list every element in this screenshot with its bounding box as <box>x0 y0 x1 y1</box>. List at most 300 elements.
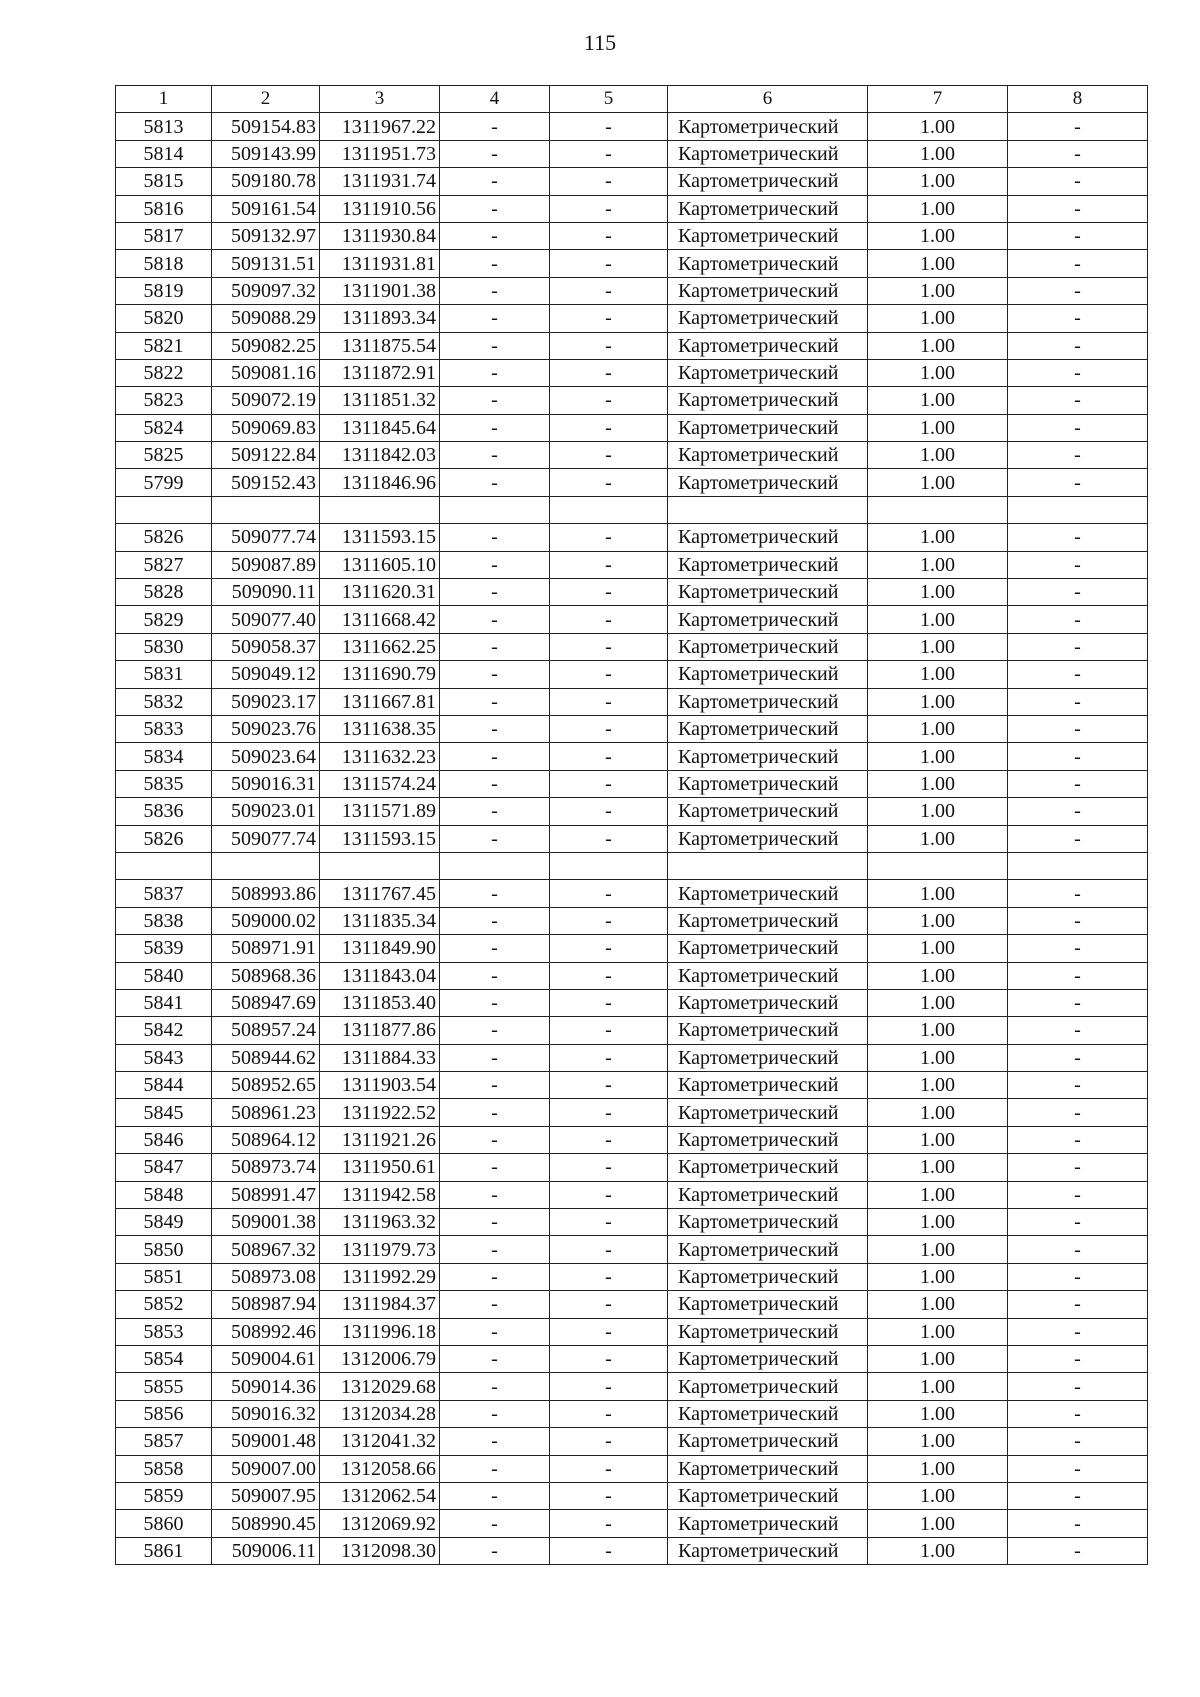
col5-cell: - <box>550 606 668 633</box>
col4-cell: - <box>440 1017 550 1044</box>
x-coord-cell: 508952.65 <box>212 1072 320 1099</box>
y-coord-cell: 1311984.37 <box>320 1291 440 1318</box>
point-id-cell: 5855 <box>116 1373 212 1400</box>
y-coord-cell: 1311632.23 <box>320 743 440 770</box>
y-coord-cell: 1312069.92 <box>320 1510 440 1537</box>
col4-cell: - <box>440 1044 550 1071</box>
y-coord-cell: 1311845.64 <box>320 414 440 441</box>
column-number-header: 6 <box>668 86 868 113</box>
col8-cell: - <box>1008 195 1148 222</box>
col5-cell: - <box>550 222 668 249</box>
point-id-cell: 5816 <box>116 195 212 222</box>
y-coord-cell: 1311846.96 <box>320 469 440 496</box>
col4-cell: - <box>440 250 550 277</box>
col4-cell: - <box>440 715 550 742</box>
y-coord-cell: 1311842.03 <box>320 442 440 469</box>
col5-cell: - <box>550 1482 668 1509</box>
point-id-cell: 5826 <box>116 524 212 551</box>
y-coord-cell: 1312098.30 <box>320 1537 440 1564</box>
column-number-header: 3 <box>320 86 440 113</box>
accuracy-cell: 1.00 <box>868 633 1008 660</box>
coordinates-table <box>115 85 1148 1565</box>
x-coord-cell: 509081.16 <box>212 359 320 386</box>
col4-cell: - <box>440 1291 550 1318</box>
col8-cell: - <box>1008 414 1148 441</box>
accuracy-cell: 1.00 <box>868 113 1008 140</box>
col8-cell: - <box>1008 688 1148 715</box>
y-coord-cell: 1311996.18 <box>320 1318 440 1345</box>
col4-cell: - <box>440 1537 550 1564</box>
col4-cell: - <box>440 1236 550 1263</box>
table-row <box>116 305 1148 332</box>
table-row <box>116 442 1148 469</box>
point-id-cell: 5832 <box>116 688 212 715</box>
method-cell: Картометрический <box>668 715 868 742</box>
col5-cell: - <box>550 1510 668 1537</box>
accuracy-cell: 1.00 <box>868 222 1008 249</box>
col5-cell: - <box>550 414 668 441</box>
col8-cell: - <box>1008 387 1148 414</box>
col5-cell: - <box>550 524 668 551</box>
accuracy-cell: 1.00 <box>868 524 1008 551</box>
col4-cell: - <box>440 907 550 934</box>
accuracy-cell: 1.00 <box>868 579 1008 606</box>
accuracy-cell: 1.00 <box>868 1291 1008 1318</box>
col5-cell: - <box>550 1428 668 1455</box>
accuracy-cell: 1.00 <box>868 770 1008 797</box>
y-coord-cell: 1311910.56 <box>320 195 440 222</box>
point-id-cell: 5820 <box>116 305 212 332</box>
col8-cell: - <box>1008 1428 1148 1455</box>
col8-cell: - <box>1008 524 1148 551</box>
col4-cell: - <box>440 1318 550 1345</box>
col8-cell: - <box>1008 1154 1148 1181</box>
y-coord-cell: 1312029.68 <box>320 1373 440 1400</box>
table-row <box>116 880 1148 907</box>
col8-cell: - <box>1008 1510 1148 1537</box>
col4-cell: - <box>440 606 550 633</box>
x-coord-cell: 508993.86 <box>212 880 320 907</box>
point-id-cell: 5857 <box>116 1428 212 1455</box>
table-row <box>116 770 1148 797</box>
y-coord-cell: 1311843.04 <box>320 962 440 989</box>
col5-cell: - <box>550 332 668 359</box>
x-coord-cell: 508990.45 <box>212 1510 320 1537</box>
col8-cell <box>1008 852 1148 879</box>
column-number-header: 2 <box>212 86 320 113</box>
point-id-cell: 5827 <box>116 551 212 578</box>
point-id-cell: 5854 <box>116 1345 212 1372</box>
y-coord-cell: 1311921.26 <box>320 1126 440 1153</box>
col4-cell: - <box>440 770 550 797</box>
y-coord-cell: 1311851.32 <box>320 387 440 414</box>
table-row <box>116 989 1148 1016</box>
y-coord-cell: 1312058.66 <box>320 1455 440 1482</box>
col8-cell <box>1008 496 1148 523</box>
col5-cell: - <box>550 140 668 167</box>
accuracy-cell: 1.00 <box>868 715 1008 742</box>
accuracy-cell: 1.00 <box>868 195 1008 222</box>
y-coord-cell: 1311605.10 <box>320 551 440 578</box>
x-coord-cell: 508973.74 <box>212 1154 320 1181</box>
table-row <box>116 222 1148 249</box>
x-coord-cell: 508971.91 <box>212 935 320 962</box>
point-id-cell: 5848 <box>116 1181 212 1208</box>
x-coord-cell: 509058.37 <box>212 633 320 660</box>
accuracy-cell: 1.00 <box>868 1099 1008 1126</box>
col4-cell: - <box>440 277 550 304</box>
accuracy-cell: 1.00 <box>868 1428 1008 1455</box>
method-cell: Картометрический <box>668 1044 868 1071</box>
col8-cell: - <box>1008 332 1148 359</box>
table-row <box>116 1236 1148 1263</box>
x-coord-cell: 509077.74 <box>212 825 320 852</box>
col8-cell: - <box>1008 1236 1148 1263</box>
col8-cell: - <box>1008 250 1148 277</box>
col5-cell: - <box>550 551 668 578</box>
method-cell: Картометрический <box>668 1181 868 1208</box>
col5-cell: - <box>550 387 668 414</box>
point-id-cell: 5826 <box>116 825 212 852</box>
col8-cell: - <box>1008 880 1148 907</box>
table-row <box>116 359 1148 386</box>
point-id-cell: 5815 <box>116 168 212 195</box>
method-cell: Картометрический <box>668 442 868 469</box>
method-cell: Картометрический <box>668 579 868 606</box>
x-coord-cell: 508961.23 <box>212 1099 320 1126</box>
method-cell: Картометрический <box>668 1345 868 1372</box>
method-cell: Картометрический <box>668 1373 868 1400</box>
method-cell: Картометрический <box>668 935 868 962</box>
method-cell: Картометрический <box>668 1263 868 1290</box>
point-id-cell <box>116 496 212 523</box>
y-coord-cell: 1311877.86 <box>320 1017 440 1044</box>
y-coord-cell: 1311931.74 <box>320 168 440 195</box>
column-number-header: 5 <box>550 86 668 113</box>
table-row <box>116 524 1148 551</box>
col4-cell: - <box>440 1510 550 1537</box>
col5-cell: - <box>550 1373 668 1400</box>
y-coord-cell: 1311992.29 <box>320 1263 440 1290</box>
col8-cell: - <box>1008 1482 1148 1509</box>
x-coord-cell: 509069.83 <box>212 414 320 441</box>
col8-cell: - <box>1008 168 1148 195</box>
col4-cell: - <box>440 551 550 578</box>
y-coord-cell: 1311593.15 <box>320 524 440 551</box>
col4-cell: - <box>440 1400 550 1427</box>
accuracy-cell: 1.00 <box>868 1373 1008 1400</box>
point-id-cell: 5818 <box>116 250 212 277</box>
point-id-cell: 5858 <box>116 1455 212 1482</box>
col4-cell: - <box>440 1154 550 1181</box>
y-coord-cell <box>320 852 440 879</box>
table-row <box>116 140 1148 167</box>
col4-cell: - <box>440 1209 550 1236</box>
x-coord-cell: 509049.12 <box>212 661 320 688</box>
col5-cell: - <box>550 1455 668 1482</box>
table-row <box>116 414 1148 441</box>
method-cell: Картометрический <box>668 1537 868 1564</box>
accuracy-cell: 1.00 <box>868 1044 1008 1071</box>
table-row <box>116 606 1148 633</box>
point-id-cell: 5860 <box>116 1510 212 1537</box>
x-coord-cell <box>212 852 320 879</box>
point-id-cell: 5825 <box>116 442 212 469</box>
table-row <box>116 661 1148 688</box>
method-cell: Картометрический <box>668 907 868 934</box>
y-coord-cell: 1311950.61 <box>320 1154 440 1181</box>
col5-cell: - <box>550 1345 668 1372</box>
method-cell: Картометрический <box>668 880 868 907</box>
col5-cell: - <box>550 989 668 1016</box>
y-coord-cell: 1311571.89 <box>320 798 440 825</box>
col4-cell: - <box>440 1428 550 1455</box>
x-coord-cell: 508968.36 <box>212 962 320 989</box>
method-cell: Картометрический <box>668 524 868 551</box>
col5-cell: - <box>550 715 668 742</box>
point-id-cell: 5845 <box>116 1099 212 1126</box>
y-coord-cell: 1311853.40 <box>320 989 440 1016</box>
accuracy-cell: 1.00 <box>868 277 1008 304</box>
accuracy-cell: 1.00 <box>868 387 1008 414</box>
table-row <box>116 715 1148 742</box>
accuracy-cell: 1.00 <box>868 1400 1008 1427</box>
point-id-cell: 5830 <box>116 633 212 660</box>
table-row <box>116 1345 1148 1372</box>
col8-cell: - <box>1008 1345 1148 1372</box>
point-id-cell: 5823 <box>116 387 212 414</box>
method-cell: Картометрический <box>668 387 868 414</box>
method-cell: Картометрический <box>668 661 868 688</box>
col8-cell: - <box>1008 1537 1148 1564</box>
col5-cell: - <box>550 880 668 907</box>
accuracy-cell: 1.00 <box>868 1455 1008 1482</box>
col8-cell: - <box>1008 140 1148 167</box>
col5-cell: - <box>550 1181 668 1208</box>
col8-cell: - <box>1008 715 1148 742</box>
method-cell: Картометрический <box>668 1455 868 1482</box>
x-coord-cell: 509077.74 <box>212 524 320 551</box>
col8-cell: - <box>1008 359 1148 386</box>
table-row <box>116 1482 1148 1509</box>
col8-cell: - <box>1008 1291 1148 1318</box>
accuracy-cell: 1.00 <box>868 606 1008 633</box>
col5-cell: - <box>550 1072 668 1099</box>
col4-cell: - <box>440 1482 550 1509</box>
accuracy-cell: 1.00 <box>868 743 1008 770</box>
x-coord-cell: 509131.51 <box>212 250 320 277</box>
table-row <box>116 1209 1148 1236</box>
table-row <box>116 1400 1148 1427</box>
point-id-cell: 5859 <box>116 1482 212 1509</box>
col5-cell: - <box>550 113 668 140</box>
accuracy-cell: 1.00 <box>868 551 1008 578</box>
accuracy-cell: 1.00 <box>868 359 1008 386</box>
method-cell: Картометрический <box>668 1428 868 1455</box>
col4-cell: - <box>440 935 550 962</box>
y-coord-cell: 1311942.58 <box>320 1181 440 1208</box>
col5-cell: - <box>550 168 668 195</box>
y-coord-cell: 1312006.79 <box>320 1345 440 1372</box>
x-coord-cell: 509004.61 <box>212 1345 320 1372</box>
accuracy-cell: 1.00 <box>868 332 1008 359</box>
point-id-cell: 5842 <box>116 1017 212 1044</box>
table-body <box>116 86 1148 1565</box>
col5-cell: - <box>550 1017 668 1044</box>
point-id-cell: 5838 <box>116 907 212 934</box>
col8-cell: - <box>1008 1400 1148 1427</box>
accuracy-cell: 1.00 <box>868 1072 1008 1099</box>
col4-cell <box>440 496 550 523</box>
accuracy-cell: 1.00 <box>868 907 1008 934</box>
method-cell: Картометрический <box>668 113 868 140</box>
col4-cell: - <box>440 661 550 688</box>
col4-cell: - <box>440 1263 550 1290</box>
x-coord-cell: 509082.25 <box>212 332 320 359</box>
point-id-cell: 5829 <box>116 606 212 633</box>
table-row <box>116 1510 1148 1537</box>
col8-cell: - <box>1008 606 1148 633</box>
point-id-cell: 5839 <box>116 935 212 962</box>
table-row <box>116 907 1148 934</box>
method-cell: Картометрический <box>668 551 868 578</box>
accuracy-cell: 1.00 <box>868 1181 1008 1208</box>
col5-cell: - <box>550 1291 668 1318</box>
y-coord-cell: 1311638.35 <box>320 715 440 742</box>
col4-cell: - <box>440 825 550 852</box>
table-row <box>116 1044 1148 1071</box>
point-id-cell: 5840 <box>116 962 212 989</box>
method-cell: Картометрический <box>668 962 868 989</box>
y-coord-cell: 1311963.32 <box>320 1209 440 1236</box>
y-coord-cell: 1311835.34 <box>320 907 440 934</box>
y-coord-cell: 1311893.34 <box>320 305 440 332</box>
x-coord-cell: 508967.32 <box>212 1236 320 1263</box>
point-id-cell: 5824 <box>116 414 212 441</box>
col5-cell: - <box>550 1400 668 1427</box>
method-cell: Картометрический <box>668 1154 868 1181</box>
table-row <box>116 1126 1148 1153</box>
x-coord-cell: 508992.46 <box>212 1318 320 1345</box>
accuracy-cell: 1.00 <box>868 1318 1008 1345</box>
col5-cell: - <box>550 962 668 989</box>
col5-cell: - <box>550 1044 668 1071</box>
col8-cell: - <box>1008 551 1148 578</box>
col5-cell: - <box>550 1099 668 1126</box>
col5-cell: - <box>550 305 668 332</box>
col5-cell: - <box>550 743 668 770</box>
col4-cell: - <box>440 1345 550 1372</box>
col4-cell: - <box>440 140 550 167</box>
x-coord-cell: 509016.31 <box>212 770 320 797</box>
col5-cell: - <box>550 195 668 222</box>
method-cell: Картометрический <box>668 606 868 633</box>
x-coord-cell: 508957.24 <box>212 1017 320 1044</box>
y-coord-cell: 1311901.38 <box>320 277 440 304</box>
col8-cell: - <box>1008 798 1148 825</box>
accuracy-cell: 1.00 <box>868 414 1008 441</box>
x-coord-cell: 509001.48 <box>212 1428 320 1455</box>
col4-cell <box>440 852 550 879</box>
col5-cell: - <box>550 579 668 606</box>
accuracy-cell <box>868 496 1008 523</box>
col5-cell: - <box>550 277 668 304</box>
table-row <box>116 798 1148 825</box>
x-coord-cell: 509152.43 <box>212 469 320 496</box>
col8-cell: - <box>1008 989 1148 1016</box>
col8-cell: - <box>1008 935 1148 962</box>
table-row <box>116 688 1148 715</box>
accuracy-cell: 1.00 <box>868 1209 1008 1236</box>
y-coord-cell: 1311668.42 <box>320 606 440 633</box>
col4-cell: - <box>440 359 550 386</box>
y-coord-cell: 1311620.31 <box>320 579 440 606</box>
y-coord-cell: 1311667.81 <box>320 688 440 715</box>
col5-cell: - <box>550 1209 668 1236</box>
col4-cell: - <box>440 305 550 332</box>
x-coord-cell: 509007.00 <box>212 1455 320 1482</box>
y-coord-cell: 1311903.54 <box>320 1072 440 1099</box>
method-cell <box>668 852 868 879</box>
point-id-cell: 5833 <box>116 715 212 742</box>
x-coord-cell: 509087.89 <box>212 551 320 578</box>
accuracy-cell: 1.00 <box>868 1236 1008 1263</box>
method-cell: Картометрический <box>668 1017 868 1044</box>
x-coord-cell: 509097.32 <box>212 277 320 304</box>
col5-cell: - <box>550 1537 668 1564</box>
method-cell: Картометрический <box>668 1318 868 1345</box>
col4-cell: - <box>440 880 550 907</box>
point-id-cell: 5856 <box>116 1400 212 1427</box>
point-id-cell: 5819 <box>116 277 212 304</box>
col4-cell: - <box>440 743 550 770</box>
y-coord-cell: 1312062.54 <box>320 1482 440 1509</box>
table-row <box>116 1017 1148 1044</box>
table-row <box>116 551 1148 578</box>
method-cell: Картометрический <box>668 414 868 441</box>
col5-cell: - <box>550 1236 668 1263</box>
y-coord-cell: 1311931.81 <box>320 250 440 277</box>
x-coord-cell: 509077.40 <box>212 606 320 633</box>
x-coord-cell: 509161.54 <box>212 195 320 222</box>
table-row <box>116 825 1148 852</box>
y-coord-cell: 1312034.28 <box>320 1400 440 1427</box>
col5-cell: - <box>550 250 668 277</box>
column-number-header: 4 <box>440 86 550 113</box>
x-coord-cell: 508947.69 <box>212 989 320 1016</box>
col4-cell: - <box>440 1373 550 1400</box>
point-id-cell: 5814 <box>116 140 212 167</box>
col8-cell: - <box>1008 1072 1148 1099</box>
method-cell: Картометрический <box>668 825 868 852</box>
col4-cell: - <box>440 1072 550 1099</box>
y-coord-cell: 1311593.15 <box>320 825 440 852</box>
table-row <box>116 1181 1148 1208</box>
table-row <box>116 113 1148 140</box>
col5-cell <box>550 852 668 879</box>
point-id-cell <box>116 852 212 879</box>
y-coord-cell: 1311951.73 <box>320 140 440 167</box>
col8-cell: - <box>1008 113 1148 140</box>
y-coord-cell: 1311979.73 <box>320 1236 440 1263</box>
point-id-cell: 5841 <box>116 989 212 1016</box>
point-id-cell: 5846 <box>116 1126 212 1153</box>
x-coord-cell: 509006.11 <box>212 1537 320 1564</box>
method-cell: Картометрический <box>668 250 868 277</box>
y-coord-cell <box>320 496 440 523</box>
point-id-cell: 5834 <box>116 743 212 770</box>
x-coord-cell: 509014.36 <box>212 1373 320 1400</box>
